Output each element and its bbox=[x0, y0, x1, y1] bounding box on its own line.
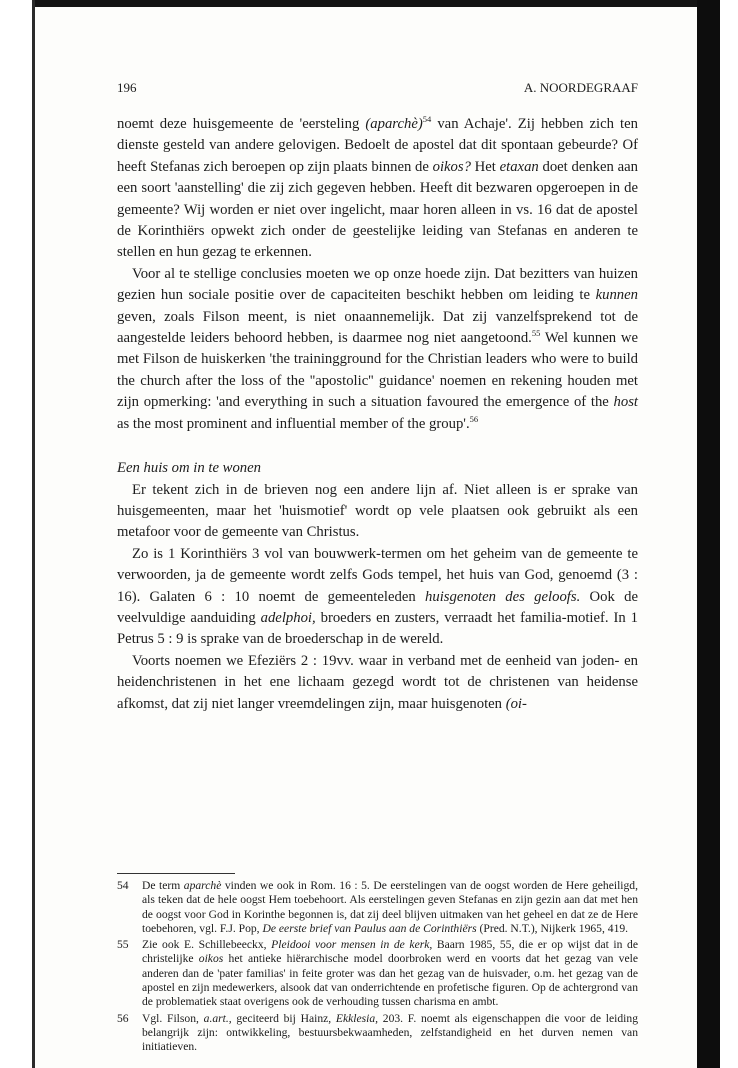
running-head-author: A. NOORDEGRAAF bbox=[523, 80, 638, 95]
footnote-56: 56 Vgl. Filson, a.art., geciteerd bij Hainz, Ekklesia, 203. F. noemt als eigenschappen die voor de leiding belangrijk zijn: ontwikkeling, bestuursbekwaamheden, zelfstandigheid en het durven nemen van initiatieven. bbox=[117, 1011, 638, 1054]
footnote-54: 54 De term aparchè vinden we ook in Rom. 16 : 5. De eerstelingen van de oogst worden de Here geheiligd, als teken dat de hele oogst Hem toebehoort. Als eerstelingen geven Stefanas en zijn gezin aan dat met hen de oogst voor God in Korinthe begonnen is, dat zij deel blijven uitmaken van het geheel en dat ze de Here toebehoren, vgl. F.J. Pop, De eerste brief van Paulus aan de Corinthiërs (Pred. N.T.), Nijkerk 1965, 419. bbox=[117, 879, 638, 935]
footnote-55: 55 Zie ook E. Schillebeeckx, Pleidooi voor mensen in de kerk, Baarn 1985, 55, die er op wijst dat in de christelijke oikos het antieke hiërarchische model doorbroken werd en voorts dat het gezag van vele anderen dan de 'pater familias' in feite groter was dan het gezag van de huisvader, o.m. het gezag van de apostel en zijn medewerkers, alsook dat van onderrichtende en profetische figuren. Op de achtergrond van de problematiek staat overigens ook de verhouding tussen charisma en ambt. bbox=[117, 938, 638, 1009]
paragraph-4: Zo is 1 Korinthiërs 3 vol van bouwwerk-termen om het geheim van de gemeente te verwoorden, ja de gemeente wordt zelfs Gods tempel, het huis van God, genoemd (3 : 16). Galaten 6 : 10 noemt de gemeenteleden huisgenoten des geloofs. Ook de veelvuldige aanduiding adelphoi, broeders en zusters, verraadt het familia-motief. In 1 Petrus 5 : 9 is sprake van de broederschap in de wereld. bbox=[117, 545, 639, 648]
footnote-ref-56[interactable]: 56 bbox=[469, 413, 479, 424]
main-text bbox=[117, 114, 638, 715]
paragraph-5: Voorts noemen we Efeziërs 2 : 19vv. waar in verband met de eenheid van joden- en heidenchristenen in het ene lichaam gezegd wordt tot de christenen van heidense afkomst, dat zij niet langer vreemdelingen zijn, maar huisgenoten (oi- bbox=[117, 652, 638, 712]
footnote-separator bbox=[117, 873, 235, 874]
scan-border-right bbox=[697, 0, 720, 1068]
footnote-number: 54 bbox=[117, 879, 129, 892]
footnote-number: 56 bbox=[117, 1011, 129, 1025]
footnote-ref-54[interactable]: 54 bbox=[422, 114, 432, 124]
page-number: 196 bbox=[117, 80, 137, 95]
paragraph-1: noemt deze huisgemeente de 'eersteling (aparchè)$^{54}$ van Achaje'. Zij hebben zich ten dienste gesteld van andere gelovigen. Bedoelt de apostel dat dit spontaan gebeurde? Of heeft Stefanas zich beroepen op zijn plaats binnen de oikos? Het etaxan doet denken aan een soort 'aanstelling' die zij zich gegeven hebben. Heeft dit bezwaren opgeroepen in de gemeente? Wij worden er niet over ingelicht, maar horen alleen in vs. 16 dat de apostel de Korinthiërs opwekt zich onder de geestelijke leiding van Stefanas en anderen te stellen en hun gezag te erkennen. bbox=[117, 114, 638, 261]
paragraph-2: Voor al te stellige conclusies moeten we op onze hoede zijn. Dat bezitters van huizen gezien hun sociale positie over de capaciteiten beschikt hebben om leiding te kunnen geven, zoals Filson meent, is niet onaannemelijk. Dat zij vanzelfsprekend tot de aangestelde leiders behoord hebben, is daarmee nog niet aangetoond.$^{55}$ Wel kunnen we met Filson de huiskerken 'the trainingground for the Christian leaders who were to build the church after the loss of the ''apostolic'' guidance' noemen en rekening houden met zijn opmerking: 'and everything in such a situation favoured the emergence of the host as the most prominent and influential member of the group'.$^{56}$ bbox=[117, 265, 639, 432]
section-heading: Een huis om in te wonen bbox=[117, 460, 261, 477]
paragraph-3: Er tekent zich in de brieven nog een andere lijn af. Niet alleen is er sprake van huisgemeenten, maar het 'huismotief' wordt op vele plaatsen ook gebruikt als een metafoor voor de gemeente van Christus. bbox=[117, 481, 638, 541]
scan-border-top bbox=[32, 0, 720, 7]
footnote-ref-55[interactable]: 55 bbox=[531, 328, 541, 339]
footnotes bbox=[117, 879, 638, 1057]
footnote-number: 55 bbox=[117, 938, 129, 952]
